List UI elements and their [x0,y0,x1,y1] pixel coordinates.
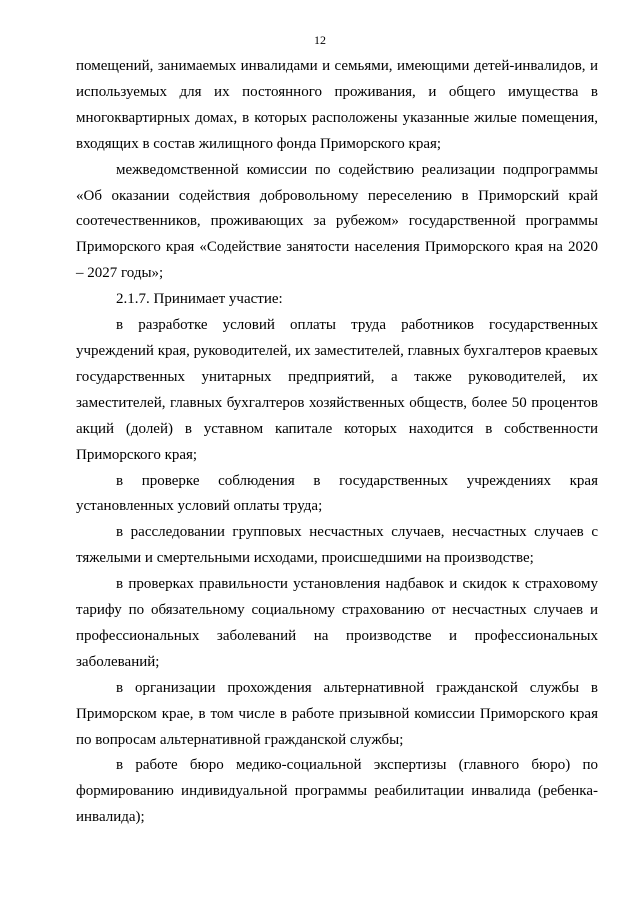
paragraph-wage-compliance-check: в проверке соблюдения в государственных учреждениях края установленных условий оплаты труда; [76,472,598,515]
paragraph-medical-social-expertise: в работе бюро медико-социальной экспертизы (главного бюро) по формированию индивидуальной программы реабилитации инвалида (ребенка-инвалида); [76,757,598,826]
paragraph-alternative-civil-service: в организации прохождения альтернативной гражданской службы в Приморском крае, в том числе в работе призывной комиссии Приморского края по вопросам альтернативной гражданской службы; [76,679,598,748]
document-body [76,54,598,831]
paragraph-housing-premises: помещений, занимаемых инвалидами и семьями, имеющими детей-инвалидов, и используемых для их постоянного проживания, и общего имущества в многоквартирных домах, в которых расположены указанные жилые помещения, входящих в состав жилищного фонда Приморского края; [76,58,598,152]
paragraph-accident-investigation: в расследовании групповых несчастных случаев, несчастных случаев с тяжелыми и смертельными исходами, происшедшими на производстве; [76,524,598,567]
paragraph-wage-conditions: в разработке условий оплаты труда работников государственных учреждений края, руководителей, их заместителей, главных бухгалтеров краевых государственных унитарных предприятий, а также руководителей, их заместителей, главных бухгалтеров хозяйственных обществ, более 50 процентов акций (долей) в уставном капитале которых находится в собственности Приморского края; [76,317,598,463]
paragraph-insurance-tariff-checks: в проверках правильности установления надбавок и скидок к страховому тарифу по обязательному социальному страхованию от несчастных случаев и профессиональных заболеваний на производстве и профессиональных заболеваний; [76,576,598,670]
page-number: 12 [314,33,326,47]
paragraph-section-heading: 2.1.7. Принимает участие: [116,291,283,308]
paragraph-interdepartmental-commission: межведомственной комиссии по содействию реализации подпрограммы «Об оказании содействия добровольному переселению в Приморский край соотечественников, проживающих за рубежом» государственной программы Приморского края «Содействие занятости населения Приморского края на 2020 – 2027 годы»; [76,161,598,282]
